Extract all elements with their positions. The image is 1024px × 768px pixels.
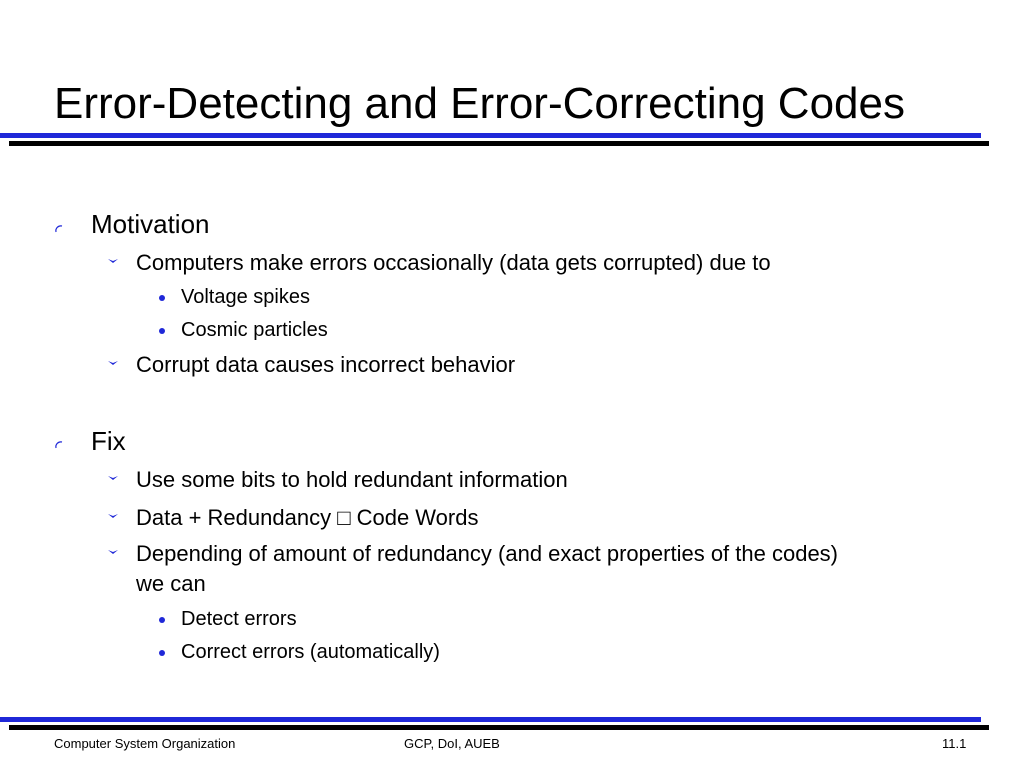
footer-left: Computer System Organization (54, 736, 236, 751)
sub-list-item: Correct errors (automatically) (181, 641, 440, 663)
chevron-down-bullet-icon (107, 475, 119, 483)
footer-page-number: 11.1 (942, 736, 967, 751)
list-item: Depending of amount of redundancy (and exact properties of the codes) (136, 541, 839, 566)
footer-center: GCP, DoI, AUEB (404, 736, 500, 751)
sub-list-item: Voltage spikes (181, 286, 310, 308)
sub-list-item: Cosmic particles (181, 319, 328, 341)
list-item-continuation: we can (136, 571, 206, 596)
sub-list-item: Detect errors (181, 608, 297, 630)
chevron-down-bullet-icon (107, 360, 119, 368)
list-item: Computers make errors occasionally (data gets corrupted) due to (136, 250, 771, 275)
footer-rule-black (9, 725, 989, 730)
list-item: Data + Redundancy □ Code Words (136, 505, 479, 530)
chevron-down-bullet-icon (107, 513, 119, 521)
list-item: Corrupt data causes incorrect behavior (136, 352, 516, 377)
section-heading-motivation: Motivation (91, 209, 210, 239)
chevron-down-bullet-icon (107, 549, 119, 557)
chevron-down-bullet-icon (107, 258, 119, 266)
dot-bullet-icon (159, 650, 165, 656)
circle-arc-bullet-icon (54, 440, 64, 450)
slide-title: Error-Detecting and Error-Correcting Codes (54, 79, 905, 128)
section-heading-fix: Fix (91, 426, 126, 456)
footer-rule-blue (0, 717, 981, 722)
dot-bullet-icon (159, 295, 165, 301)
dot-bullet-icon (159, 617, 165, 623)
circle-arc-bullet-icon (54, 224, 64, 234)
dot-bullet-icon (159, 328, 165, 334)
list-item: Use some bits to hold redundant information (136, 467, 568, 492)
